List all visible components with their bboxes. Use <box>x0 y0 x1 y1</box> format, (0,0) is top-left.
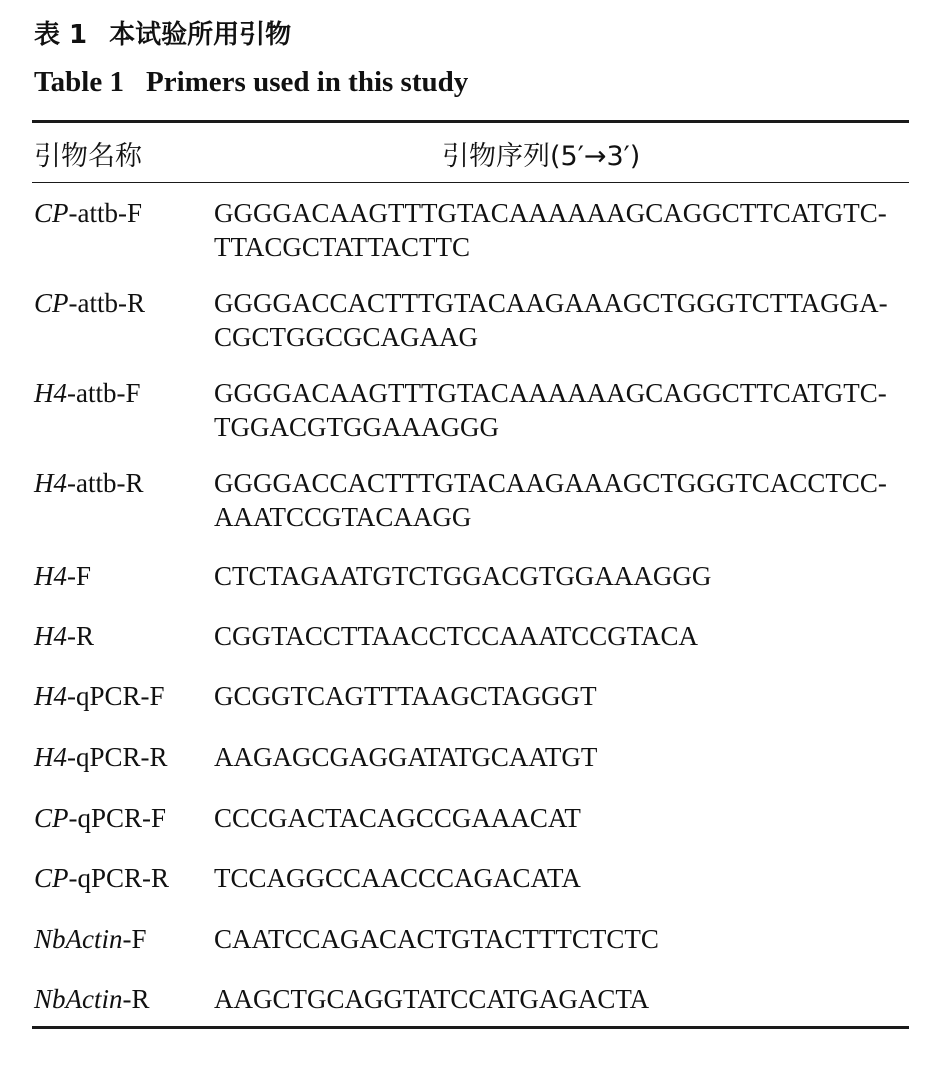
primer-name <box>34 982 150 1016</box>
primer-sequence-line1: CGGTACCTTAACCTCCAAATCCGTACA <box>214 621 699 651</box>
primer-name <box>34 740 168 774</box>
primer-sequence-line1: TCCAGGCCAACCCAGACATA <box>214 863 581 893</box>
primer-name-italic: CP <box>34 803 69 833</box>
primer-name-suffix: -attb-F <box>68 198 143 228</box>
primer-name <box>34 801 166 835</box>
primer-name-suffix: -qPCR-R <box>67 742 168 772</box>
table-bottom-rule <box>32 1026 909 1029</box>
primer-name <box>34 559 91 593</box>
table-top-rule <box>32 120 909 123</box>
primer-name-suffix: -qPCR-F <box>67 681 165 711</box>
primer-sequence <box>214 982 649 1016</box>
primer-name-italic: H4 <box>34 681 67 711</box>
primer-name <box>34 861 169 895</box>
primer-name-suffix: -F <box>122 924 147 954</box>
primer-name-italic: NbActin <box>34 924 123 954</box>
primer-sequence-line2: TTACGCTATTACTTC <box>214 232 470 262</box>
primer-name <box>34 619 94 653</box>
primer-sequence-line1: GGGGACAAGTTTGTACAAAAAAGCAGGCTTCATGTC- <box>214 378 887 408</box>
primer-sequence-line1: CTCTAGAATGTCTGGACGTGGAAAGGG <box>214 561 712 591</box>
primer-name <box>34 922 147 956</box>
table-caption-cn <box>34 14 291 51</box>
primer-name-italic: NbActin <box>34 984 123 1014</box>
primer-name-italic: CP <box>34 198 69 228</box>
primer-sequence <box>214 922 659 956</box>
primer-name-italic: H4 <box>34 378 67 408</box>
primer-name-suffix: -R <box>122 984 150 1014</box>
caption-en-label: Table 1 <box>34 66 124 98</box>
caption-en-title: Primers used in this study <box>146 66 469 98</box>
primer-name-suffix: -attb-F <box>67 378 141 408</box>
table-header-rule <box>32 182 909 183</box>
primer-sequence <box>214 466 887 534</box>
primer-sequence-line1: CAATCCAGACACTGTACTTTCTCTC <box>214 924 659 954</box>
primer-name-italic: H4 <box>34 621 67 651</box>
primer-name-suffix: -qPCR-F <box>68 803 167 833</box>
primer-sequence <box>214 559 711 593</box>
primer-sequence <box>214 286 888 354</box>
primer-name <box>34 679 165 713</box>
primer-name-suffix: -F <box>67 561 92 591</box>
primer-sequence-line1: GGGGACCACTTTGTACAAGAAAGCTGGGTCACCTCC- <box>214 468 887 498</box>
primer-sequence-line1: GGGGACAAGTTTGTACAAAAAAGCAGGCTTCATGTC- <box>214 198 887 228</box>
primer-name <box>34 286 145 320</box>
primer-sequence <box>214 619 698 653</box>
primer-sequence <box>214 861 581 895</box>
primer-sequence-line1: AAGAGCGAGGATATGCAATGT <box>214 742 598 772</box>
primer-sequence-line1: GCGGTCAGTTTAAGCTAGGGT <box>214 681 597 711</box>
primer-sequence <box>214 196 887 264</box>
primer-sequence-line2: CGCTGGCGCAGAAG <box>214 322 479 352</box>
primer-name <box>34 196 142 230</box>
primer-sequence-line1: AAGCTGCAGGTATCCATGAGACTA <box>214 984 650 1014</box>
primer-sequence-line2: TGGACGTGGAAAGGG <box>214 412 499 442</box>
primer-sequence <box>214 740 597 774</box>
caption-cn-title: 本试验所用引物 <box>109 20 292 50</box>
primer-name-suffix: -qPCR-R <box>68 863 170 893</box>
primer-sequence-line2: AAATCCGTACAAGG <box>214 502 472 532</box>
column-header-sequence: 引物序列(5′→3′) <box>442 141 641 172</box>
primer-name-italic: H4 <box>34 468 67 498</box>
primer-sequence-line1: GGGGACCACTTTGTACAAGAAAGCTGGGTCTTAGGA- <box>214 288 888 318</box>
table-caption-en <box>34 66 468 99</box>
caption-cn-label: 表 1 <box>34 20 88 50</box>
primer-name-italic: H4 <box>34 561 67 591</box>
primer-name-suffix: -attb-R <box>67 468 144 498</box>
primer-name-suffix: -attb-R <box>68 288 145 318</box>
column-header-name: 引物名称 <box>34 141 142 172</box>
primer-name-italic: CP <box>34 863 69 893</box>
primer-sequence <box>214 376 887 444</box>
primer-sequence-line1: CCCGACTACAGCCGAAACAT <box>214 803 581 833</box>
primer-name <box>34 466 143 500</box>
primer-sequence <box>214 801 581 835</box>
primer-name-italic: CP <box>34 288 69 318</box>
primer-name <box>34 376 141 410</box>
primer-name-suffix: -R <box>67 621 94 651</box>
primer-sequence <box>214 679 597 713</box>
primer-name-italic: H4 <box>34 742 67 772</box>
